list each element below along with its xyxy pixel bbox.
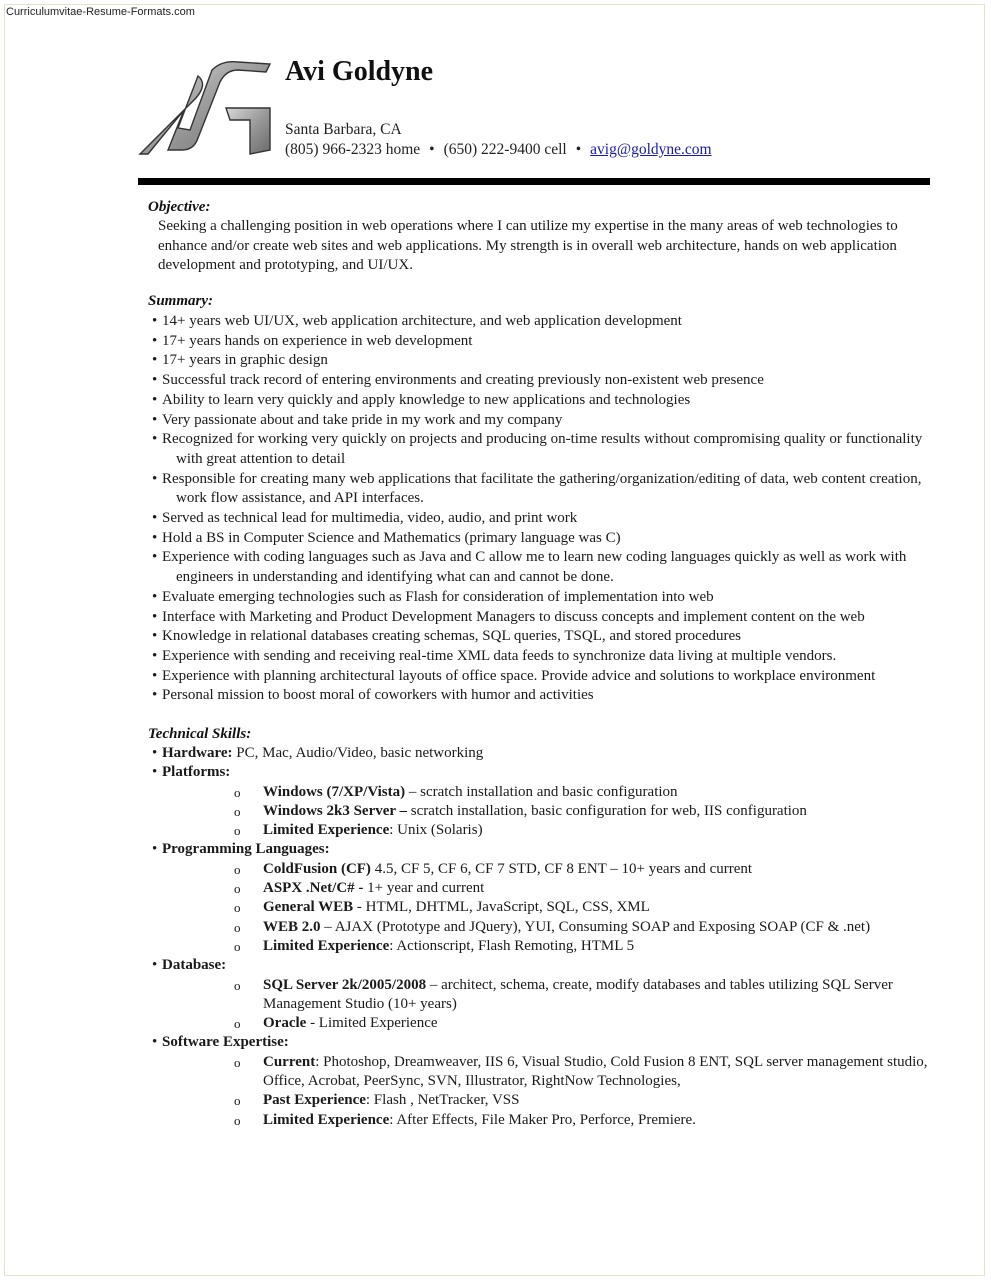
platforms-category bbox=[152, 763, 952, 782]
bullet: • bbox=[152, 841, 158, 858]
summary-item bbox=[152, 529, 942, 549]
bullet: • bbox=[152, 332, 158, 349]
software-label: Software Expertise: bbox=[162, 1034, 289, 1051]
summary-item-text: Interface with Marketing and Product Development Managers to discuss concepts and implement content on the web bbox=[162, 608, 865, 625]
objective-title: Objective: bbox=[148, 199, 211, 215]
platforms-item bbox=[152, 783, 952, 802]
site-watermark: Curriculumvitae-Resume-Formats.com bbox=[6, 6, 195, 18]
sub-bullet: o bbox=[234, 784, 241, 800]
bullet: • bbox=[152, 510, 158, 527]
programming-item-label: ASPX .Net/C# - bbox=[263, 880, 364, 897]
database-item-label: SQL Server 2k/2005/2008 bbox=[263, 976, 427, 993]
summary-item-text: Personal mission to boost moral of coworkers with humor and activities bbox=[162, 687, 594, 704]
summary-item-text: 17+ years in graphic design bbox=[162, 352, 328, 369]
bullet: • bbox=[152, 687, 158, 704]
summary-item-text: 14+ years web UI/UX, web application architecture, and web application development bbox=[162, 313, 682, 329]
summary-item-text: Successful track record of entering environments and creating previously non-existent web presence bbox=[162, 372, 764, 389]
programming-item bbox=[152, 918, 952, 937]
summary-item bbox=[152, 391, 942, 411]
bullet: • bbox=[152, 470, 158, 487]
programming-item-label: Limited Experience bbox=[263, 937, 390, 954]
software-item bbox=[152, 1053, 952, 1092]
sub-bullet: o bbox=[234, 977, 241, 993]
hardware-category bbox=[152, 744, 952, 763]
programming-label: Programming Languages: bbox=[162, 841, 330, 858]
summary-item-text: Experience with sending and receiving real-time XML data feeds to synchronize data living at multiple vendors. bbox=[162, 647, 837, 664]
summary-list bbox=[152, 312, 942, 706]
platforms-items bbox=[152, 783, 952, 841]
sub-bullet: o bbox=[234, 919, 241, 935]
bullet: • bbox=[152, 745, 158, 761]
database-items bbox=[152, 976, 952, 1034]
software-item bbox=[152, 1091, 952, 1110]
sub-bullet: o bbox=[234, 1054, 241, 1070]
summary-item-text: Responsible for creating many web applications that facilitate the gathering/organization/editing of data, web content creation, work flow assistance, and API interfaces. bbox=[162, 470, 922, 507]
sub-bullet: o bbox=[234, 938, 241, 954]
bullet: • bbox=[152, 667, 158, 684]
contact-line bbox=[285, 141, 712, 159]
summary-item bbox=[152, 588, 942, 608]
sub-bullet: o bbox=[234, 861, 241, 877]
programming-item-text: : Actionscript, Flash Remoting, HTML 5 bbox=[389, 937, 635, 954]
summary-item bbox=[152, 608, 942, 628]
summary-item bbox=[152, 430, 942, 469]
summary-item-text: Knowledge in relational databases creating schemas, SQL queries, TSQL, and stored procedures bbox=[162, 628, 741, 645]
summary-item bbox=[152, 312, 942, 332]
software-item-text: : Photoshop, Dreamweaver, IIS 6, Visual Studio, Cold Fusion 8 ENT, SQL server management studio, Office, Acrobat, PeerSync, SVN, Illustrator, RightNow Technologies, bbox=[263, 1053, 928, 1090]
bullet: • bbox=[152, 764, 158, 781]
home-phone: (805) 966-2323 home bbox=[285, 141, 421, 158]
programming-item-label: WEB 2.0 bbox=[263, 918, 321, 935]
software-items bbox=[152, 1053, 952, 1130]
bullet: • bbox=[152, 391, 158, 408]
database-item bbox=[152, 976, 952, 1015]
summary-item bbox=[152, 411, 942, 431]
hardware-text: PC, Mac, Audio/Video, basic networking bbox=[232, 745, 484, 761]
bullet: • bbox=[152, 431, 158, 448]
programming-item-text: 4.5, CF 5, CF 6, CF 7 STD, CF 8 ENT – 10+ years and current bbox=[370, 860, 753, 877]
software-item-text: : After Effects, File Maker Pro, Perforce, Premiere. bbox=[389, 1111, 696, 1128]
programming-item-text: – AJAX (Prototype and JQuery), YUI, Consuming SOAP and Exposing SOAP (CF & .net) bbox=[320, 918, 871, 935]
programming-item-text: - HTML, DHTML, JavaScript, SQL, CSS, XML bbox=[353, 899, 650, 916]
platforms-item-label: Windows (7/XP/Vista) bbox=[263, 783, 406, 800]
summary-item-text: Hold a BS in Computer Science and Mathematics (primary language was C) bbox=[162, 529, 621, 546]
bullet: • bbox=[152, 608, 158, 625]
summary-item bbox=[152, 627, 942, 647]
programming-items bbox=[152, 860, 952, 956]
bullet: • bbox=[152, 1034, 158, 1051]
summary-item bbox=[152, 548, 942, 587]
programming-item-text: 1+ year and current bbox=[363, 880, 485, 897]
database-category bbox=[152, 956, 952, 975]
platforms-label: Platforms: bbox=[162, 764, 231, 781]
platforms-item-text: scratch installation, basic configuration for web, IIS configuration bbox=[407, 802, 807, 819]
software-item bbox=[152, 1111, 952, 1130]
platforms-item bbox=[152, 802, 952, 821]
programming-item bbox=[152, 898, 952, 917]
bullet: • bbox=[152, 352, 158, 369]
platforms-item-label: Limited Experience bbox=[263, 822, 390, 839]
programming-category bbox=[152, 840, 952, 859]
programming-item-label: ColdFusion (CF) bbox=[263, 860, 371, 877]
summary-title: Summary: bbox=[148, 293, 214, 309]
summary-item-text: Experience with coding languages such as Java and C allow me to learn new coding languages quickly as well as work with engineers in understanding and identifying what can and cannot be done. bbox=[162, 549, 907, 586]
hardware-label: Hardware: bbox=[162, 745, 233, 761]
summary-item bbox=[152, 647, 942, 667]
summary-item-text: Ability to learn very quickly and apply knowledge to new applications and technologies bbox=[162, 391, 691, 408]
bullet: • bbox=[152, 529, 158, 546]
sub-bullet: o bbox=[234, 881, 241, 897]
summary-item-text: Recognized for working very quickly on projects and producing on-time results without compromising quality or functionality with great attention to detail bbox=[162, 431, 923, 467]
sub-bullet: o bbox=[234, 1112, 241, 1128]
contact-city: Santa Barbara, CA bbox=[285, 121, 402, 138]
platforms-item bbox=[152, 821, 952, 840]
summary-item bbox=[152, 332, 942, 352]
bullet: • bbox=[152, 313, 158, 329]
summary-item bbox=[152, 667, 942, 687]
database-label: Database: bbox=[162, 957, 227, 974]
summary-item bbox=[152, 351, 942, 371]
programming-item bbox=[152, 879, 952, 898]
summary-item-text: Served as technical lead for multimedia, video, audio, and print work bbox=[162, 510, 578, 527]
bullet: • bbox=[152, 549, 158, 566]
bullet: • bbox=[152, 647, 158, 664]
programming-item-label: General WEB bbox=[263, 899, 354, 916]
bullet: • bbox=[152, 628, 158, 645]
software-item-text: : Flash , NetTracker, VSS bbox=[365, 1092, 520, 1109]
technical-skills bbox=[152, 744, 952, 1130]
programming-item bbox=[152, 860, 952, 879]
summary-item-text: Experience with planning architectural layouts of office space. Provide advice and solutions to workplace environment bbox=[162, 667, 876, 684]
sub-bullet: o bbox=[234, 1093, 241, 1109]
software-category bbox=[152, 1033, 952, 1052]
summary-item bbox=[152, 509, 942, 529]
software-item-label: Current bbox=[263, 1053, 316, 1070]
platforms-item-text: – scratch installation and basic configuration bbox=[405, 783, 678, 800]
bullet: • bbox=[152, 411, 158, 428]
summary-item-text: Evaluate emerging technologies such as Flash for consideration of implementation into web bbox=[162, 588, 714, 605]
separator: • bbox=[429, 141, 435, 158]
summary-item-text: 17+ years hands on experience in web development bbox=[162, 332, 473, 349]
summary-item-text: Very passionate about and take pride in my work and my company bbox=[162, 411, 563, 428]
header-rule bbox=[138, 178, 930, 185]
bullet: • bbox=[152, 957, 158, 974]
applicant-name: Avi Goldyne bbox=[285, 56, 434, 87]
sub-bullet: o bbox=[234, 1016, 241, 1032]
software-item-label: Limited Experience bbox=[263, 1111, 390, 1128]
database-item-label: Oracle bbox=[263, 1015, 307, 1032]
platforms-item-text: : Unix (Solaris) bbox=[389, 822, 483, 839]
bullet: • bbox=[152, 372, 158, 389]
summary-item bbox=[152, 371, 942, 391]
database-item-text: – architect, schema, create, modify databases and tables utilizing SQL Server Management Studio (10+ years) bbox=[263, 976, 893, 1012]
database-item-text: - Limited Experience bbox=[306, 1015, 438, 1032]
summary-item bbox=[152, 686, 942, 706]
bullet: • bbox=[152, 588, 158, 605]
sub-bullet: o bbox=[234, 823, 241, 839]
sub-bullet: o bbox=[234, 803, 241, 819]
technical-skills-title: Technical Skills: bbox=[148, 726, 252, 742]
cell-phone: (650) 222-9400 cell bbox=[443, 141, 567, 158]
sub-bullet: o bbox=[234, 900, 241, 916]
ag-monogram-logo bbox=[138, 58, 273, 158]
platforms-item-label: Windows 2k3 Server – bbox=[263, 802, 408, 819]
separator: • bbox=[575, 141, 582, 158]
objective-text: Seeking a challenging position in web operations where I can utilize my expertise in the many areas of web technologies to enhance and/or create web sites and web applications. My strength is in overall web architecture, hands on web application development and prototyping, and UI/UX. bbox=[158, 218, 898, 273]
programming-item bbox=[152, 937, 952, 956]
email-link[interactable]: avig@goldyne.com bbox=[590, 141, 712, 158]
summary-item bbox=[152, 470, 942, 509]
database-item bbox=[152, 1014, 952, 1033]
software-item-label: Past Experience bbox=[263, 1092, 366, 1109]
